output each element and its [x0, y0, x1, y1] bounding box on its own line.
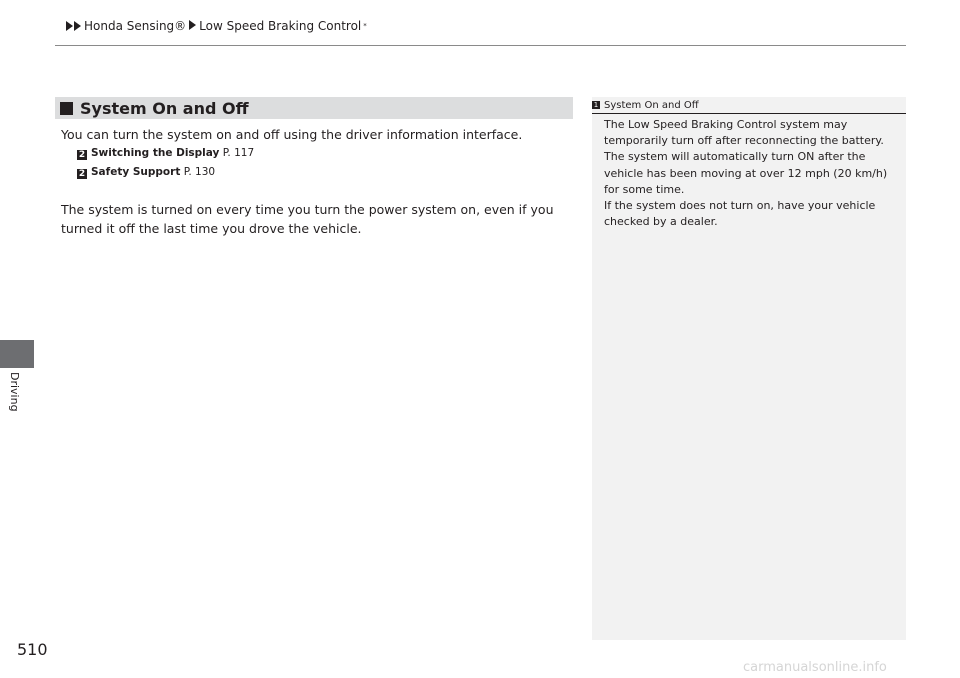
- sidebar-paragraph: If the system does not turn on, have your vehicle checked by a dealer.: [604, 199, 876, 229]
- breadcrumb-superscript: *: [363, 22, 367, 30]
- breadcrumb-item[interactable]: Honda Sensing®: [84, 19, 187, 33]
- breadcrumb-arrow-icon: [66, 21, 73, 31]
- section-square-icon: [60, 102, 73, 115]
- reference-page: P. 130: [183, 166, 216, 178]
- breadcrumb-separator: [189, 19, 196, 33]
- reference-arrow-icon: 2: [78, 150, 86, 160]
- chapter-label-text: Driving: [8, 372, 21, 412]
- reference-page: P. 117: [222, 147, 255, 159]
- chapter-tab[interactable]: [0, 340, 34, 368]
- breadcrumb-item[interactable]: Low Speed Braking Control: [199, 19, 362, 33]
- sidebar-note-title: System On and Off: [604, 99, 699, 111]
- body-paragraph: The system is turned on every time you turn the power system on, even if you turned it off the last time you drove the vehicle.: [61, 202, 554, 236]
- reference-name: Switching the Display: [91, 147, 220, 159]
- breadcrumb: [66, 19, 367, 33]
- page-number: 510: [17, 640, 48, 659]
- sidebar-paragraph: The Low Speed Braking Control system may temporarily turn off after reconnecting the battery. The system will automatically turn ON after the vehicle has been moving at over 12 mph (20 km/h) for some time.: [604, 118, 888, 196]
- header-divider: [55, 45, 906, 46]
- section-header: [55, 97, 573, 119]
- breadcrumb-arrow-icon: [189, 20, 196, 30]
- section-title: System On and Off: [80, 98, 249, 118]
- breadcrumb-arrow-icon: [74, 21, 81, 31]
- note-icon: 1: [593, 101, 599, 109]
- sidebar-note-text: [604, 117, 900, 230]
- chapter-label: [8, 372, 28, 422]
- reference-name: Safety Support: [91, 166, 181, 178]
- body-paragraph: You can turn the system on and off using the driver information interface.: [61, 127, 523, 142]
- cross-reference-link[interactable]: [77, 147, 254, 160]
- sidebar-note-header: [592, 97, 906, 114]
- reference-arrow-icon: 2: [78, 169, 86, 179]
- cross-reference-link[interactable]: [77, 166, 215, 179]
- watermark: carmanualsonline.info: [743, 660, 887, 675]
